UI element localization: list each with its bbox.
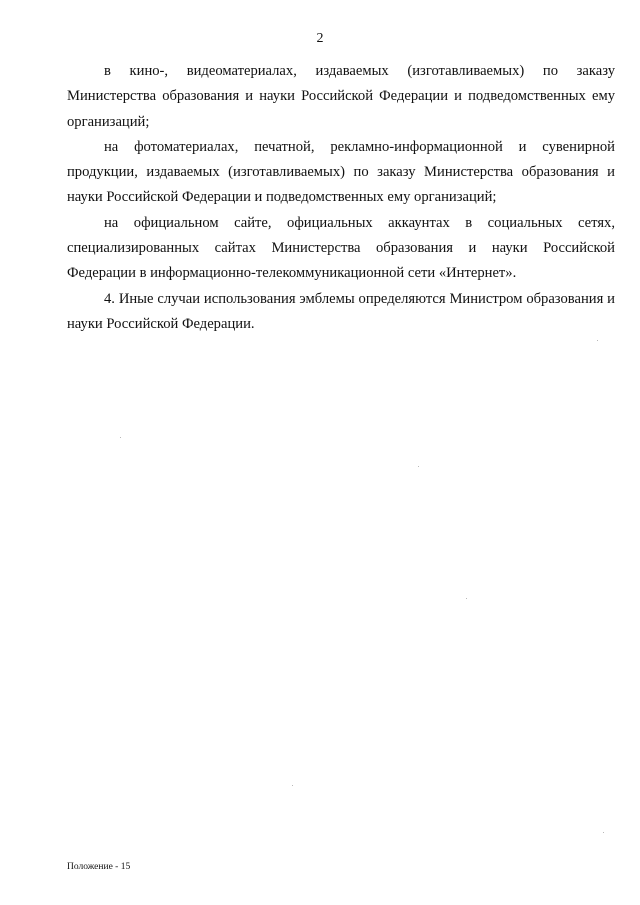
- paragraph-other-cases: 4. Иные случаи использования эмблемы определяются Министром образования и науки Российской Федерации.: [67, 290, 615, 332]
- scan-speck: [292, 785, 293, 786]
- scan-speck: [418, 466, 419, 467]
- paragraph-film-video: в кино-, видеоматериалах, издаваемых (изготавливаемых) по заказу Министерства образования и науки Российской Федерации и подведомственных ему организаций;: [67, 63, 615, 130]
- page-number: 2: [316, 31, 324, 46]
- paragraph-website: на официальном сайте, официальных аккаунтах в социальных сетях, специализированных сайтах Министерства образования и науки Российской Федерации в информационно-телекоммуникационной сети «Интернет».: [67, 214, 615, 282]
- paragraph-photo-print: на фотоматериалах, печатной, рекламно-информационной и сувенирной продукции, издаваемых (изготавливаемых) по заказу Министерства образования и науки Российской Федерации и подведомственных ему организаций;: [67, 138, 615, 206]
- scan-speck: [120, 437, 121, 438]
- footer-label: Положение - 15: [67, 862, 131, 872]
- scan-speck: [603, 832, 604, 833]
- scan-speck: [597, 340, 598, 341]
- scan-speck: [466, 598, 467, 599]
- document-body: [67, 59, 615, 337]
